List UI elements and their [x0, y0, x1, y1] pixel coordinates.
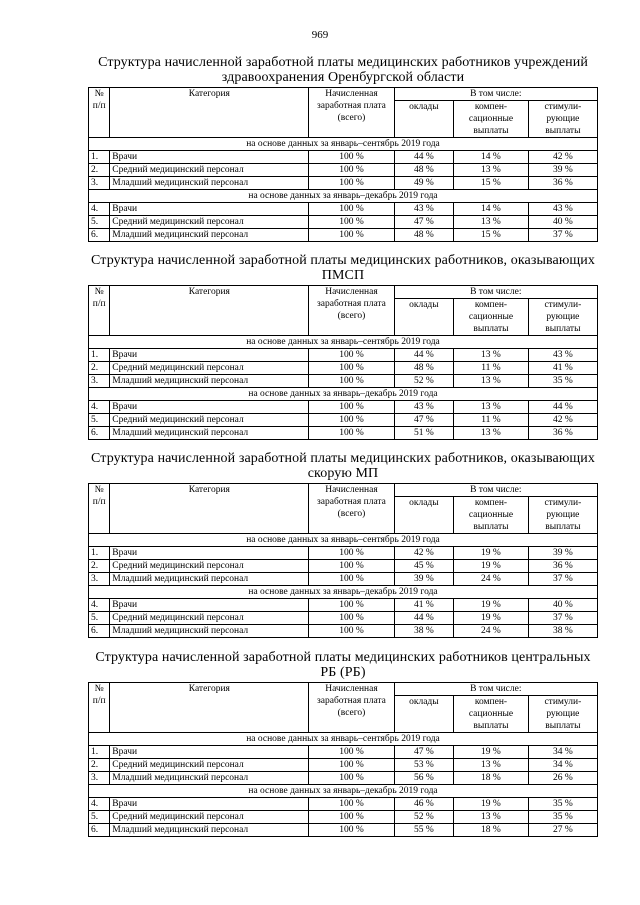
header-category: Категория — [110, 484, 309, 534]
row-stimulating: 40 % — [528, 599, 597, 612]
row-category: Младший медицинский персонал — [110, 427, 309, 440]
row-total: 100 % — [309, 612, 394, 625]
row-stimulating: 37 % — [528, 612, 597, 625]
row-compensation: 13 % — [454, 349, 529, 362]
row-total: 100 % — [309, 229, 394, 242]
row-stimulating: 35 % — [528, 798, 597, 811]
row-compensation: 19 % — [454, 547, 529, 560]
table-row — [89, 177, 598, 190]
row-category: Младший медицинский персонал — [110, 375, 309, 388]
table-row — [89, 560, 598, 573]
period-row: на основе данных за январь–декабрь 2019 года — [89, 586, 598, 599]
section-title: Структура начисленной заработной платы медицинских работников учреждений здравоохранения Оренбургской области — [98, 55, 588, 85]
row-total: 100 % — [309, 625, 394, 638]
row-stimulating: 36 % — [528, 177, 597, 190]
row-salaries: 56 % — [394, 772, 454, 785]
row-total: 100 % — [309, 349, 394, 362]
row-compensation: 18 % — [454, 772, 529, 785]
row-num: 2. — [89, 759, 110, 772]
row-stimulating: 36 % — [528, 427, 597, 440]
header-total: Начисленная заработная плата (всего) — [309, 88, 394, 138]
row-total: 100 % — [309, 362, 394, 375]
header-compensation: компен-сационные выплаты — [454, 299, 529, 336]
row-category: Средний медицинский персонал — [110, 414, 309, 427]
header-stimulating: стимули-рующие выплаты — [528, 299, 597, 336]
row-stimulating: 38 % — [528, 625, 597, 638]
period-row: на основе данных за январь–сентябрь 2019 года — [89, 534, 598, 547]
row-total: 100 % — [309, 772, 394, 785]
row-salaries: 48 % — [394, 164, 454, 177]
row-category: Врачи — [110, 746, 309, 759]
row-stimulating: 40 % — [528, 216, 597, 229]
row-stimulating: 35 % — [528, 811, 597, 824]
row-num: 2. — [89, 362, 110, 375]
row-total: 100 % — [309, 811, 394, 824]
row-total: 100 % — [309, 560, 394, 573]
section-title: Структура начисленной заработной платы медицинских работников, оказывающих скорую МП — [91, 451, 595, 481]
row-category: Младший медицинский персонал — [110, 772, 309, 785]
row-num: 6. — [89, 824, 110, 837]
table-row — [89, 229, 598, 242]
period-row: на основе данных за январь–сентябрь 2019 года — [89, 336, 598, 349]
header-total: Начисленная заработная плата (всего) — [309, 484, 394, 534]
row-salaries: 51 % — [394, 427, 454, 440]
row-total: 100 % — [309, 203, 394, 216]
header-stimulating: стимули-рующие выплаты — [528, 696, 597, 733]
row-num: 6. — [89, 625, 110, 638]
header-num: № п/п — [89, 484, 110, 534]
row-total: 100 % — [309, 427, 394, 440]
table-row — [89, 625, 598, 638]
row-compensation: 11 % — [454, 362, 529, 375]
data-table — [88, 87, 598, 242]
row-salaries: 48 % — [394, 362, 454, 375]
row-category: Младший медицинский персонал — [110, 177, 309, 190]
row-category: Младший медицинский персонал — [110, 573, 309, 586]
row-total: 100 % — [309, 746, 394, 759]
row-compensation: 15 % — [454, 229, 529, 242]
row-num: 4. — [89, 798, 110, 811]
header-including: В том числе: — [394, 683, 597, 696]
row-stimulating: 26 % — [528, 772, 597, 785]
row-salaries: 47 % — [394, 414, 454, 427]
table-section — [88, 55, 598, 242]
row-salaries: 46 % — [394, 798, 454, 811]
row-category: Врачи — [110, 203, 309, 216]
row-compensation: 15 % — [454, 177, 529, 190]
row-num: 4. — [89, 599, 110, 612]
row-num: 3. — [89, 177, 110, 190]
row-compensation: 13 % — [454, 375, 529, 388]
row-total: 100 % — [309, 759, 394, 772]
row-num: 5. — [89, 216, 110, 229]
row-category: Врачи — [110, 349, 309, 362]
row-salaries: 39 % — [394, 573, 454, 586]
row-num: 4. — [89, 203, 110, 216]
row-stimulating: 34 % — [528, 759, 597, 772]
row-total: 100 % — [309, 414, 394, 427]
row-category: Младший медицинский персонал — [110, 625, 309, 638]
row-category: Средний медицинский персонал — [110, 612, 309, 625]
row-stimulating: 27 % — [528, 824, 597, 837]
row-total: 100 % — [309, 401, 394, 414]
table-row — [89, 811, 598, 824]
row-category: Врачи — [110, 547, 309, 560]
row-stimulating: 42 % — [528, 151, 597, 164]
table-section — [88, 253, 598, 440]
table-section — [88, 650, 598, 837]
data-table — [88, 285, 598, 440]
header-num: № п/п — [89, 88, 110, 138]
row-total: 100 % — [309, 151, 394, 164]
table-row — [89, 362, 598, 375]
section-title: Структура начисленной заработной платы медицинских работников центральных РБ (РБ) — [95, 650, 591, 680]
row-num: 3. — [89, 573, 110, 586]
row-num: 3. — [89, 375, 110, 388]
data-table — [88, 682, 598, 837]
row-compensation: 13 % — [454, 811, 529, 824]
header-salaries: оклады — [394, 101, 454, 138]
row-compensation: 19 % — [454, 560, 529, 573]
row-salaries: 38 % — [394, 625, 454, 638]
table-row — [89, 401, 598, 414]
row-compensation: 19 % — [454, 798, 529, 811]
row-salaries: 47 % — [394, 216, 454, 229]
row-stimulating: 35 % — [528, 375, 597, 388]
row-salaries: 53 % — [394, 759, 454, 772]
row-total: 100 % — [309, 824, 394, 837]
row-compensation: 19 % — [454, 746, 529, 759]
row-compensation: 19 % — [454, 612, 529, 625]
row-salaries: 49 % — [394, 177, 454, 190]
row-stimulating: 36 % — [528, 560, 597, 573]
header-total: Начисленная заработная плата (всего) — [309, 286, 394, 336]
header-salaries: оклады — [394, 696, 454, 733]
table-row — [89, 164, 598, 177]
row-category: Средний медицинский персонал — [110, 362, 309, 375]
row-salaries: 44 % — [394, 151, 454, 164]
period-row: на основе данных за январь–декабрь 2019 года — [89, 388, 598, 401]
header-compensation: компен-сационные выплаты — [454, 101, 529, 138]
row-stimulating: 37 % — [528, 229, 597, 242]
row-num: 1. — [89, 746, 110, 759]
row-category: Врачи — [110, 599, 309, 612]
row-salaries: 47 % — [394, 746, 454, 759]
row-compensation: 19 % — [454, 599, 529, 612]
row-total: 100 % — [309, 177, 394, 190]
row-num: 1. — [89, 349, 110, 362]
row-num: 1. — [89, 151, 110, 164]
table-row — [89, 759, 598, 772]
row-salaries: 43 % — [394, 401, 454, 414]
row-category: Врачи — [110, 401, 309, 414]
row-salaries: 41 % — [394, 599, 454, 612]
table-row — [89, 772, 598, 785]
row-stimulating: 43 % — [528, 349, 597, 362]
header-compensation: компен-сационные выплаты — [454, 696, 529, 733]
row-salaries: 44 % — [394, 349, 454, 362]
table-row — [89, 427, 598, 440]
header-stimulating: стимули-рующие выплаты — [528, 497, 597, 534]
row-category: Средний медицинский персонал — [110, 759, 309, 772]
table-row — [89, 612, 598, 625]
row-num: 2. — [89, 164, 110, 177]
row-salaries: 44 % — [394, 612, 454, 625]
row-total: 100 % — [309, 573, 394, 586]
period-row: на основе данных за январь–декабрь 2019 года — [89, 785, 598, 798]
table-row — [89, 824, 598, 837]
header-compensation: компен-сационные выплаты — [454, 497, 529, 534]
table-row — [89, 547, 598, 560]
row-salaries: 52 % — [394, 375, 454, 388]
row-stimulating: 39 % — [528, 164, 597, 177]
row-category: Средний медицинский персонал — [110, 560, 309, 573]
period-row: на основе данных за январь–сентябрь 2019 года — [89, 733, 598, 746]
row-category: Младший медицинский персонал — [110, 229, 309, 242]
row-category: Врачи — [110, 798, 309, 811]
header-including: В том числе: — [394, 88, 597, 101]
row-compensation: 13 % — [454, 401, 529, 414]
row-stimulating: 43 % — [528, 203, 597, 216]
row-num: 5. — [89, 612, 110, 625]
header-category: Категория — [110, 286, 309, 336]
row-total: 100 % — [309, 798, 394, 811]
data-table — [88, 483, 598, 638]
header-stimulating: стимули-рующие выплаты — [528, 101, 597, 138]
row-stimulating: 41 % — [528, 362, 597, 375]
row-compensation: 18 % — [454, 824, 529, 837]
row-compensation: 13 % — [454, 164, 529, 177]
page-number: 969 — [311, 29, 329, 41]
table-row — [89, 216, 598, 229]
header-salaries: оклады — [394, 299, 454, 336]
row-category: Средний медицинский персонал — [110, 164, 309, 177]
row-stimulating: 34 % — [528, 746, 597, 759]
row-num: 3. — [89, 772, 110, 785]
row-num: 4. — [89, 401, 110, 414]
row-total: 100 % — [309, 375, 394, 388]
row-compensation: 24 % — [454, 573, 529, 586]
row-num: 5. — [89, 414, 110, 427]
table-row — [89, 203, 598, 216]
row-salaries: 43 % — [394, 203, 454, 216]
row-num: 6. — [89, 229, 110, 242]
row-num: 5. — [89, 811, 110, 824]
header-including: В том числе: — [394, 286, 597, 299]
row-compensation: 13 % — [454, 216, 529, 229]
row-category: Врачи — [110, 151, 309, 164]
row-compensation: 11 % — [454, 414, 529, 427]
period-row: на основе данных за январь–декабрь 2019 года — [89, 190, 598, 203]
row-salaries: 45 % — [394, 560, 454, 573]
row-total: 100 % — [309, 216, 394, 229]
section-title: Структура начисленной заработной платы медицинских работников, оказывающих ПМСП — [91, 253, 595, 283]
table-row — [89, 573, 598, 586]
table-row — [89, 375, 598, 388]
row-compensation: 14 % — [454, 203, 529, 216]
header-num: № п/п — [89, 286, 110, 336]
row-compensation: 13 % — [454, 759, 529, 772]
row-stimulating: 37 % — [528, 573, 597, 586]
table-row — [89, 599, 598, 612]
row-salaries: 55 % — [394, 824, 454, 837]
header-total: Начисленная заработная плата (всего) — [309, 683, 394, 733]
row-stimulating: 44 % — [528, 401, 597, 414]
row-total: 100 % — [309, 547, 394, 560]
row-total: 100 % — [309, 599, 394, 612]
row-num: 6. — [89, 427, 110, 440]
header-including: В том числе: — [394, 484, 597, 497]
row-compensation: 24 % — [454, 625, 529, 638]
row-num: 1. — [89, 547, 110, 560]
header-num: № п/п — [89, 683, 110, 733]
row-salaries: 42 % — [394, 547, 454, 560]
period-row: на основе данных за январь–сентябрь 2019 года — [89, 138, 598, 151]
row-num: 2. — [89, 560, 110, 573]
table-row — [89, 151, 598, 164]
table-row — [89, 349, 598, 362]
row-stimulating: 42 % — [528, 414, 597, 427]
row-category: Средний медицинский персонал — [110, 216, 309, 229]
header-category: Категория — [110, 683, 309, 733]
header-salaries: оклады — [394, 497, 454, 534]
row-stimulating: 39 % — [528, 547, 597, 560]
header-category: Категория — [110, 88, 309, 138]
row-category: Младший медицинский персонал — [110, 824, 309, 837]
table-row — [89, 798, 598, 811]
table-row — [89, 414, 598, 427]
row-salaries: 52 % — [394, 811, 454, 824]
row-salaries: 48 % — [394, 229, 454, 242]
table-section — [88, 451, 598, 638]
table-row — [89, 746, 598, 759]
row-compensation: 14 % — [454, 151, 529, 164]
row-compensation: 13 % — [454, 427, 529, 440]
row-total: 100 % — [309, 164, 394, 177]
row-category: Средний медицинский персонал — [110, 811, 309, 824]
